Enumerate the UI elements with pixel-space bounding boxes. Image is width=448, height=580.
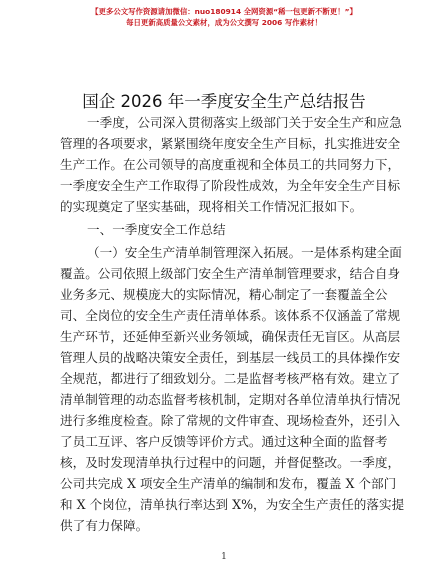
paragraph-line: 生产工作。在公司领导的高度重视和全体员工的共同努力下， (60, 157, 401, 172)
paragraph-line: 进行多维度检查。除了常规的文件审查、现场检查外，还引入 (60, 413, 401, 428)
paragraph-line: 公司共完成 X 项安全生产清单的编制和发布，覆盖 X 个部门 (60, 476, 397, 491)
paragraph-line: 管理的各项要求，紧紧围绕年度安全生产目标，扎实推进安全 (60, 136, 401, 151)
paragraph-line: 业务多元、规模庞大的实际情况，精心制定了一套覆盖全公 (60, 287, 388, 302)
promo-banner-line-2: 每日更新高质量公文素材，成为公文撰写 2006 写作素材！ (126, 18, 322, 27)
paragraph-line: 管理人员的战略决策安全责任，到基层一线员工的具体操作安 (60, 350, 401, 365)
document-title: 国企 2026 年一季度安全生产总结报告 (82, 92, 366, 111)
promo-banner-line-1: 【更多公文写作资源请加微信：nuo180914 全网资源“稀一包更新不断更！”】 (91, 7, 357, 16)
paragraph-line: 和 X 个岗位，清单执行率达到 X%，为安全生产责任的落实提 (60, 497, 405, 512)
paragraph-line: 清单制管理的动态监督考核机制，定期对各单位清单执行情况 (60, 392, 401, 407)
paragraph-line: 了员工互评、客户反馈等评价方式。通过这种全面的监督考 (60, 434, 388, 449)
paragraph-line: 供了有力保障。 (60, 518, 149, 533)
paragraph-line: 覆盖。公司依照上级部门安全生产清单制管理要求，结合自身 (60, 266, 401, 281)
paragraph-line: 全规范，都进行了细致划分。二是监督考核严格有效。建立了 (60, 371, 401, 386)
paragraph-line: 一季度安全生产工作取得了阶段性成效，为全年安全生产目标 (60, 178, 401, 193)
section-heading: 一、一季度安全工作总结 (87, 222, 226, 237)
paragraph-line: （一）安全生产清单制管理深入拓展。一是体系构建全面 (87, 245, 402, 260)
page-number: 1 (221, 552, 227, 562)
paragraph-line: 核，及时发现清单执行过程中的问题，并督促整改。一季度， (60, 455, 401, 470)
paragraph-line: 司、全岗位的安全生产责任清单体系。该体系不仅涵盖了常规 (60, 308, 401, 323)
paragraph-line: 生产环节，还延伸至新兴业务领域，确保责任无盲区。从高层 (60, 329, 401, 344)
promo-banner (0, 6, 448, 28)
paragraph-line: 的实现奠定了坚实基础，现将相关工作情况汇报如下。 (60, 199, 363, 214)
paragraph-line: 一季度，公司深入贯彻落实上级部门关于安全生产和应急 (87, 115, 402, 130)
